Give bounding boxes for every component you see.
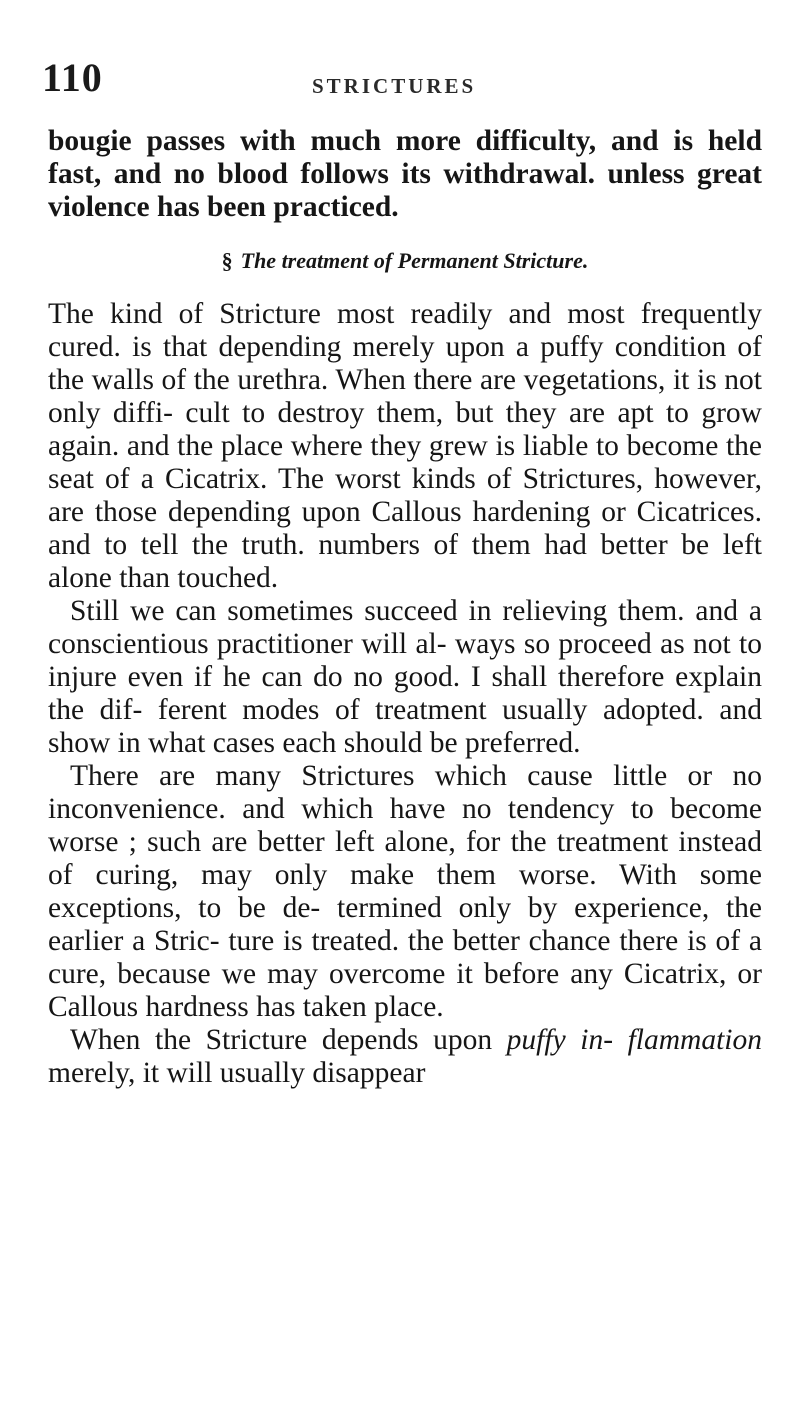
paragraph-puffy-inflammation — [48, 1024, 762, 1090]
continuation-paragraph: bougie passes with much more difficulty, and is held fast, and no blood follows its withdrawal. unless great violence has been practiced. — [48, 125, 762, 223]
page-header — [42, 55, 758, 108]
body-text — [48, 125, 762, 1090]
running-head: STRICTURES — [312, 74, 477, 98]
emphasized-text: puffy in- flammation — [506, 1024, 762, 1056]
paragraph-relieving: Still we can sometimes succeed in relieving them. and a conscientious practitioner will al- ways so proceed as not to injure even if he can do no good. I shall therefore explain the dif- ferent modes of treatment usually adopted. and show in what cases each should be preferred. — [48, 595, 762, 759]
paragraph-trailing-text: merely, it will usually disappear — [48, 1057, 426, 1089]
section-heading — [48, 248, 762, 274]
page-number: 110 — [42, 55, 103, 100]
section-title: The treatment of Permanent Stricture. — [240, 248, 589, 273]
paragraph-lead-text: When the Stricture depends upon — [70, 1024, 507, 1056]
paragraph-stricture-kinds: The kind of Stricture most readily and most frequently cured. is that depending merely upon a puffy condition of the walls of the urethra. When there are vegetations, it is not only diffi- cult to destroy them, but they are apt to grow again. and the place where they grew is liable to become the seat of a Cicatrix. The worst kinds of Strictures, however, are those depending upon Callous hardening or Cicatrices. and to tell the truth. numbers of them had better be left alone than touched. — [48, 298, 762, 594]
paragraph-little-inconvenience: There are many Strictures which cause little or no inconvenience. and which have no tendency to become worse ; such are better left alone, for the treatment instead of curing, may only make them worse. With some exceptions, to be de- termined only by experience, the earlier a Stric- ture is treated. the better chance there is of a cure, because we may overcome it before any Cicatrix, or Callous hardness has taken place. — [48, 760, 762, 1023]
section-mark: § — [221, 248, 233, 273]
